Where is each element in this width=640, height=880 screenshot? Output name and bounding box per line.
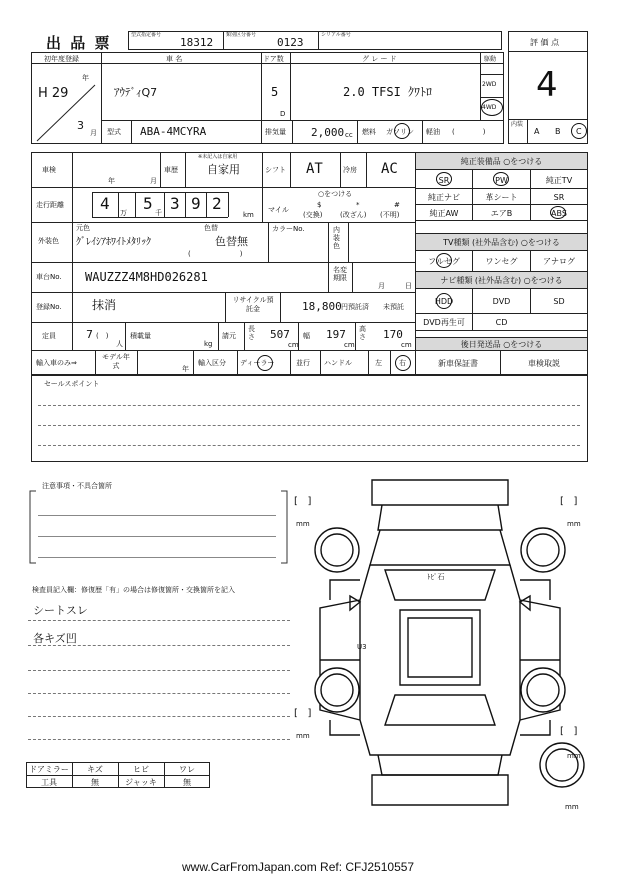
exterior-color-label: 外装色 [38, 237, 59, 245]
interior-grade-circle [571, 123, 587, 139]
legend-header-break: ワレ [179, 765, 195, 774]
light-oil-paren: ( ) [452, 128, 486, 136]
handle-right-circle [395, 355, 411, 371]
handle-left: 左 [375, 359, 382, 367]
notes-bracket [26, 487, 291, 567]
legend-jack-value: 無 [183, 778, 191, 787]
length-value: 507 [270, 328, 290, 341]
windshield-note: ﾄﾋﾟ石 [427, 573, 445, 581]
equipment-power-window-circle [493, 172, 509, 186]
inspector-note-label: 検査員記入欄：修復歴「有」の場合は修復箇所・交換箇所を記入 [32, 586, 235, 594]
equipment-abs-circle [550, 206, 566, 219]
width-unit: cm [344, 341, 355, 349]
car-damage-diagram [290, 470, 590, 815]
not-deposited-label: 未預託 [383, 303, 404, 311]
equipment-title: 純正装備品 ○をつける [460, 157, 543, 166]
navi-dvd: DVD [492, 297, 511, 306]
mileage-unknown: (不明) [380, 211, 400, 219]
equipment-power-window: PW [495, 176, 508, 185]
height-unit: cm [401, 341, 412, 349]
legend-tools-value: 無 [91, 778, 99, 787]
equipment-genuine-aw: 純正AW [429, 209, 459, 218]
color-paren: ( ) [188, 250, 243, 258]
tire-rear-right-mm: mm [567, 752, 581, 760]
handle-label: ハンドル [324, 359, 352, 367]
import-div-label: 輸入区分 [198, 359, 226, 367]
first-registration-year-unit: 年 [82, 74, 89, 82]
tire-front-right-mm: mm [567, 520, 581, 528]
mileage-asterisk: * [356, 201, 360, 209]
import-dealer: ディーラー [240, 359, 275, 367]
inspection-label: 車検 [42, 166, 56, 174]
footer-reference: www.CarFromJapan.com Ref: CFJ2510557 [182, 860, 415, 874]
repaint-value: 色替無 [215, 235, 248, 248]
capacity-value: 7 [86, 328, 93, 341]
width-label: 幅 [303, 332, 310, 340]
name-change-month-unit: 月 [378, 282, 385, 290]
navi-dvd-playback: DVD再生可 [423, 318, 465, 327]
light-oil-label: 軽油 [426, 128, 440, 136]
tire-rear-left-bracket: [ ] [294, 708, 312, 719]
load-label: 積載量 [130, 332, 151, 340]
equipment-leather-seat: 革シート [485, 193, 518, 202]
navi-sd: SD [553, 297, 565, 306]
drive-label: 駆動 [484, 56, 497, 63]
load-unit: kg [204, 340, 213, 348]
legend-tools: 工具 [41, 778, 57, 787]
inspection-month-unit: 月 [150, 177, 157, 185]
tire-spare-mm: mm [565, 803, 579, 811]
equipment-airbag: エアB [490, 209, 513, 218]
mileage-tampered: (改ざん) [340, 211, 367, 219]
length-label: 長さ [248, 325, 255, 341]
navi-hdd: HDD [434, 297, 454, 306]
ac-label: 冷房 [343, 166, 357, 174]
import-dealer-circle [257, 355, 273, 371]
height-label: 高さ [359, 325, 366, 341]
drive-4wd: 4WD [482, 104, 497, 111]
displacement-value: 2,000 [311, 126, 345, 139]
car-name-label: 車 名 [166, 55, 183, 63]
length-unit: cm [288, 341, 299, 349]
tire-rear-right-bracket: [ ] [560, 726, 578, 737]
tire-front-right-bracket: [ ] [560, 496, 578, 507]
chassis-label: 車台No. [36, 273, 62, 281]
model-year-unit: 年 [182, 365, 189, 373]
capacity-unit: 人 [116, 340, 123, 348]
tv-analog: アナログ [543, 257, 575, 266]
equipment-sr: SR [553, 193, 565, 202]
model-label: 型式 [107, 128, 121, 136]
mileage-label: 走行距離 [36, 201, 64, 209]
capacity-paren: ( ) [96, 332, 109, 340]
model-year-label: モデル年式 [102, 353, 130, 370]
mileage-hash: # [394, 201, 400, 209]
model-value: ABA-4MCYRA [140, 125, 207, 138]
import-parallel: 並行 [296, 359, 310, 367]
navi-cd: CD [495, 318, 508, 327]
chassis-value: WAUZZZ4M8HD026281 [85, 270, 208, 284]
type-number-label: 型式指定番号 [131, 32, 162, 38]
mileage-digit-4: 9 [191, 194, 201, 213]
legend-jack: ジャッキ [125, 778, 157, 787]
mileage-digit-1: 4 [100, 194, 110, 213]
interior-color-label: 内装色 [333, 226, 340, 250]
usage-note: ※未記入は自家用 [198, 154, 238, 160]
color-change-label: 色替 [204, 224, 218, 232]
mileage-exchange: (交換) [303, 211, 323, 219]
car-name-value: ｱｳﾃﾞｨQ7 [114, 86, 158, 99]
mileage-unit-km: km [243, 211, 254, 219]
mileage-mile: マイル [268, 206, 289, 214]
mileage-circle-note: ○をつける [318, 190, 353, 198]
tv-fullseg-circle [436, 253, 452, 268]
type-number-value: 18312 [180, 36, 214, 49]
score-label: 評 価 点 [530, 38, 560, 47]
class-number-value: 0123 [277, 36, 304, 49]
doors-label: ドア数 [263, 55, 284, 63]
equipment-sunroof: SR [438, 176, 450, 185]
tv-oneseg: ワンセグ [485, 257, 518, 266]
grade-value: 2.0 TFSI ｸﾜﾄﾛ [343, 85, 433, 99]
height-value: 170 [383, 328, 403, 341]
first-registration-month-unit: 月 [90, 129, 97, 137]
inspection-year-unit: 年 [108, 177, 115, 185]
legend-header-door-mirror: ドアミラー [29, 765, 69, 774]
fuel-label: 燃料 [362, 128, 376, 136]
notes-title: 注意事項・不具合箇所 [42, 482, 112, 490]
fuel-gasoline: ガソリン [386, 128, 414, 136]
tv-type-title: TV種類 (社外品含む) ○をつける [443, 238, 560, 247]
later-manual: 車検取説 [528, 359, 560, 368]
tv-fullseg: フルセグ [428, 257, 460, 266]
damage-mark-u3: U3 [357, 643, 367, 651]
color-code-label: カラーNo. [272, 225, 305, 233]
exterior-color-value: ｸﾞﾚｲｼｱﾎﾜｲﾄﾒﾀﾘｯｸ [76, 237, 151, 248]
mileage-unit-sen: 千 [155, 209, 162, 217]
first-registration-label: 初年度登録 [44, 55, 79, 63]
legend-header-scratch: キズ [87, 765, 103, 774]
usage-value: 自家用 [207, 163, 240, 176]
doors-value: 5 [271, 85, 279, 99]
later-shipment-title: 後日発送品 ○をつける [460, 340, 543, 349]
interior-grade-b: B [555, 127, 561, 136]
equipment-sunroof-circle [436, 172, 452, 186]
import-label: 輸入車のみ⇒ [36, 359, 77, 367]
equipment-genuine-tv: 純正TV [545, 176, 573, 185]
equipment-abs: ABS [551, 209, 567, 218]
name-change-label: 名変期限 [333, 266, 347, 282]
navi-type-title: ナビ種類 (社外品含む) ○をつける [440, 276, 563, 285]
first-registration-month: 3 [77, 119, 84, 132]
name-change-day-unit: 日 [405, 282, 412, 290]
drive-4wd-circle [481, 99, 503, 116]
original-color-label: 元色 [76, 224, 90, 232]
equipment-genuine-navi: 純正ナビ [428, 193, 460, 202]
registration-value: 抹消 [92, 298, 117, 312]
request-label: 請元 [222, 332, 236, 340]
capacity-label: 定員 [42, 332, 56, 340]
shift-value: AT [306, 161, 323, 177]
sales-point-box [31, 375, 588, 462]
registration-label: 登録No. [36, 303, 62, 311]
note-line-1: シートスレ [33, 604, 88, 617]
later-warranty: 新車保証書 [438, 359, 478, 368]
class-number-label: 類別区分番号 [226, 32, 257, 38]
doors-suffix: D [280, 110, 286, 118]
ac-value: AC [381, 161, 398, 177]
grade-label: グ レ ー ド [362, 55, 397, 63]
legend-header-crack: ヒビ [133, 765, 149, 774]
interior-label: 内装 [511, 121, 524, 128]
mileage-dollar: $ [317, 201, 322, 209]
tire-rear-left-mm: mm [296, 732, 310, 740]
interior-grade-c: C [576, 127, 582, 136]
drive-2wd: 2WD [482, 81, 497, 88]
tire-front-left-bracket: [ ] [294, 496, 312, 507]
fuel-gasoline-circle [394, 123, 410, 139]
serial-number-label: シリアル番号 [321, 32, 351, 38]
note-line-2: 各キズ凹 [33, 632, 77, 645]
displacement-unit: cc [345, 131, 353, 139]
width-value: 197 [326, 328, 346, 341]
first-registration-era: H 29 [38, 86, 69, 101]
mileage-digit-2: 5 [143, 194, 153, 213]
recycle-label: リサイクル預託金 [232, 296, 274, 313]
recycle-value: 18,800 [302, 300, 342, 313]
mileage-digit-5: 2 [212, 194, 222, 213]
sales-point-label: セールスポイント [44, 380, 100, 388]
usage-label: 車歴 [164, 166, 178, 174]
mileage-digit-3: 3 [170, 194, 180, 213]
displacement-label: 排気量 [265, 128, 286, 136]
interior-grade-a: A [534, 127, 540, 136]
sheet-title: 出 品 票 [46, 34, 112, 52]
score-value: 4 [536, 65, 558, 105]
shift-label: シフト [265, 166, 286, 174]
tire-front-left-mm: mm [296, 520, 310, 528]
navi-hdd-circle [436, 293, 452, 309]
recycle-unit: 円預託済 [341, 303, 369, 311]
mileage-unit-man: 万 [120, 209, 127, 217]
handle-right: 右 [399, 359, 406, 367]
